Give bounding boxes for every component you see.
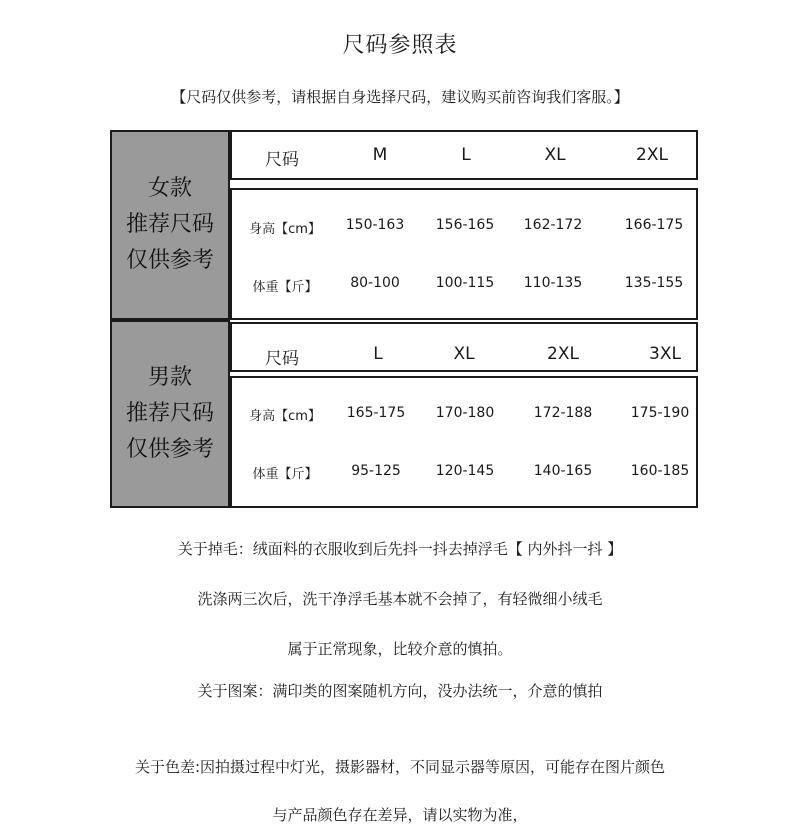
weight-value: 160-185 bbox=[630, 463, 690, 479]
note-color-cont: 与产品颜色存在差异，请以实物为准， bbox=[272, 806, 528, 824]
size-header-cell: 2XL bbox=[636, 145, 668, 165]
height-value: 162-172 bbox=[523, 217, 583, 233]
note-color: 关于色差:因拍摄过程中灯光，摄影器材，不同显示器等原因，可能存在图片颜色 bbox=[134, 758, 666, 776]
size-header-cell: L bbox=[373, 344, 383, 364]
weight-value: 100-115 bbox=[435, 275, 495, 291]
women-side-label-line: 推荐尺码 bbox=[125, 212, 214, 237]
height-value: 150-163 bbox=[345, 217, 405, 233]
note-washing: 洗涤两三次后，洗干净浮毛基本就不会掉了，有轻微细小绒毛 bbox=[197, 590, 603, 608]
weight-value: 135-155 bbox=[624, 275, 684, 291]
men-side-label bbox=[110, 320, 230, 508]
size-header-cell: XL bbox=[453, 344, 475, 364]
weight-value: 120-145 bbox=[435, 463, 495, 479]
height-label: 身高【cm】 bbox=[249, 222, 321, 237]
weight-value: 80-100 bbox=[350, 275, 400, 291]
weight-value: 95-125 bbox=[351, 463, 401, 479]
men-side-label-line: 推荐尺码 bbox=[125, 401, 214, 426]
men-measure-box bbox=[230, 376, 698, 508]
height-value: 170-180 bbox=[435, 405, 495, 421]
size-header-cell: L bbox=[461, 145, 471, 165]
weight-value: 110-135 bbox=[523, 275, 583, 291]
note-pattern: 关于图案：满印类的图案随机方向，没办法统一，介意的慎拍 bbox=[197, 682, 603, 700]
height-value: 156-165 bbox=[435, 217, 495, 233]
height-value: 172-188 bbox=[533, 405, 593, 421]
women-side-label bbox=[110, 130, 230, 320]
height-value: 165-175 bbox=[346, 405, 406, 421]
women-side-label-line: 女款 bbox=[147, 176, 192, 201]
weight-label: 体重【斤】 bbox=[252, 467, 318, 482]
men-side-label-line: 男款 bbox=[147, 365, 192, 390]
height-label: 身高【cm】 bbox=[249, 409, 321, 424]
page-subtitle: 【尺码仅供参考，请根据自身选择尺码，建议购买前咨询我们客服。】 bbox=[171, 88, 629, 106]
note-shedding: 关于掉毛：绒面料的衣服收到后先抖一抖去掉浮毛【 内外抖一抖 】 bbox=[177, 540, 623, 558]
size-header-cell: XL bbox=[544, 145, 566, 165]
women-measure-box bbox=[230, 188, 698, 320]
height-value: 166-175 bbox=[624, 217, 684, 233]
note-normal: 属于正常现象，比较介意的慎拍。 bbox=[287, 640, 513, 658]
size-header-cell: 3XL bbox=[649, 344, 681, 364]
weight-value: 140-165 bbox=[533, 463, 593, 479]
height-value: 175-190 bbox=[630, 405, 690, 421]
weight-label: 体重【斤】 bbox=[252, 280, 318, 295]
size-header-label: 尺码 bbox=[265, 349, 299, 369]
size-header-label: 尺码 bbox=[265, 150, 299, 170]
size-header-cell: 2XL bbox=[547, 344, 579, 364]
women-side-label-line: 仅供参考 bbox=[125, 248, 214, 273]
size-header-cell: M bbox=[372, 145, 388, 165]
page-title: 尺码参照表 bbox=[342, 33, 458, 58]
men-size-header-row bbox=[230, 322, 698, 372]
women-size-header-row bbox=[230, 130, 698, 180]
men-side-label-line: 仅供参考 bbox=[125, 437, 214, 462]
